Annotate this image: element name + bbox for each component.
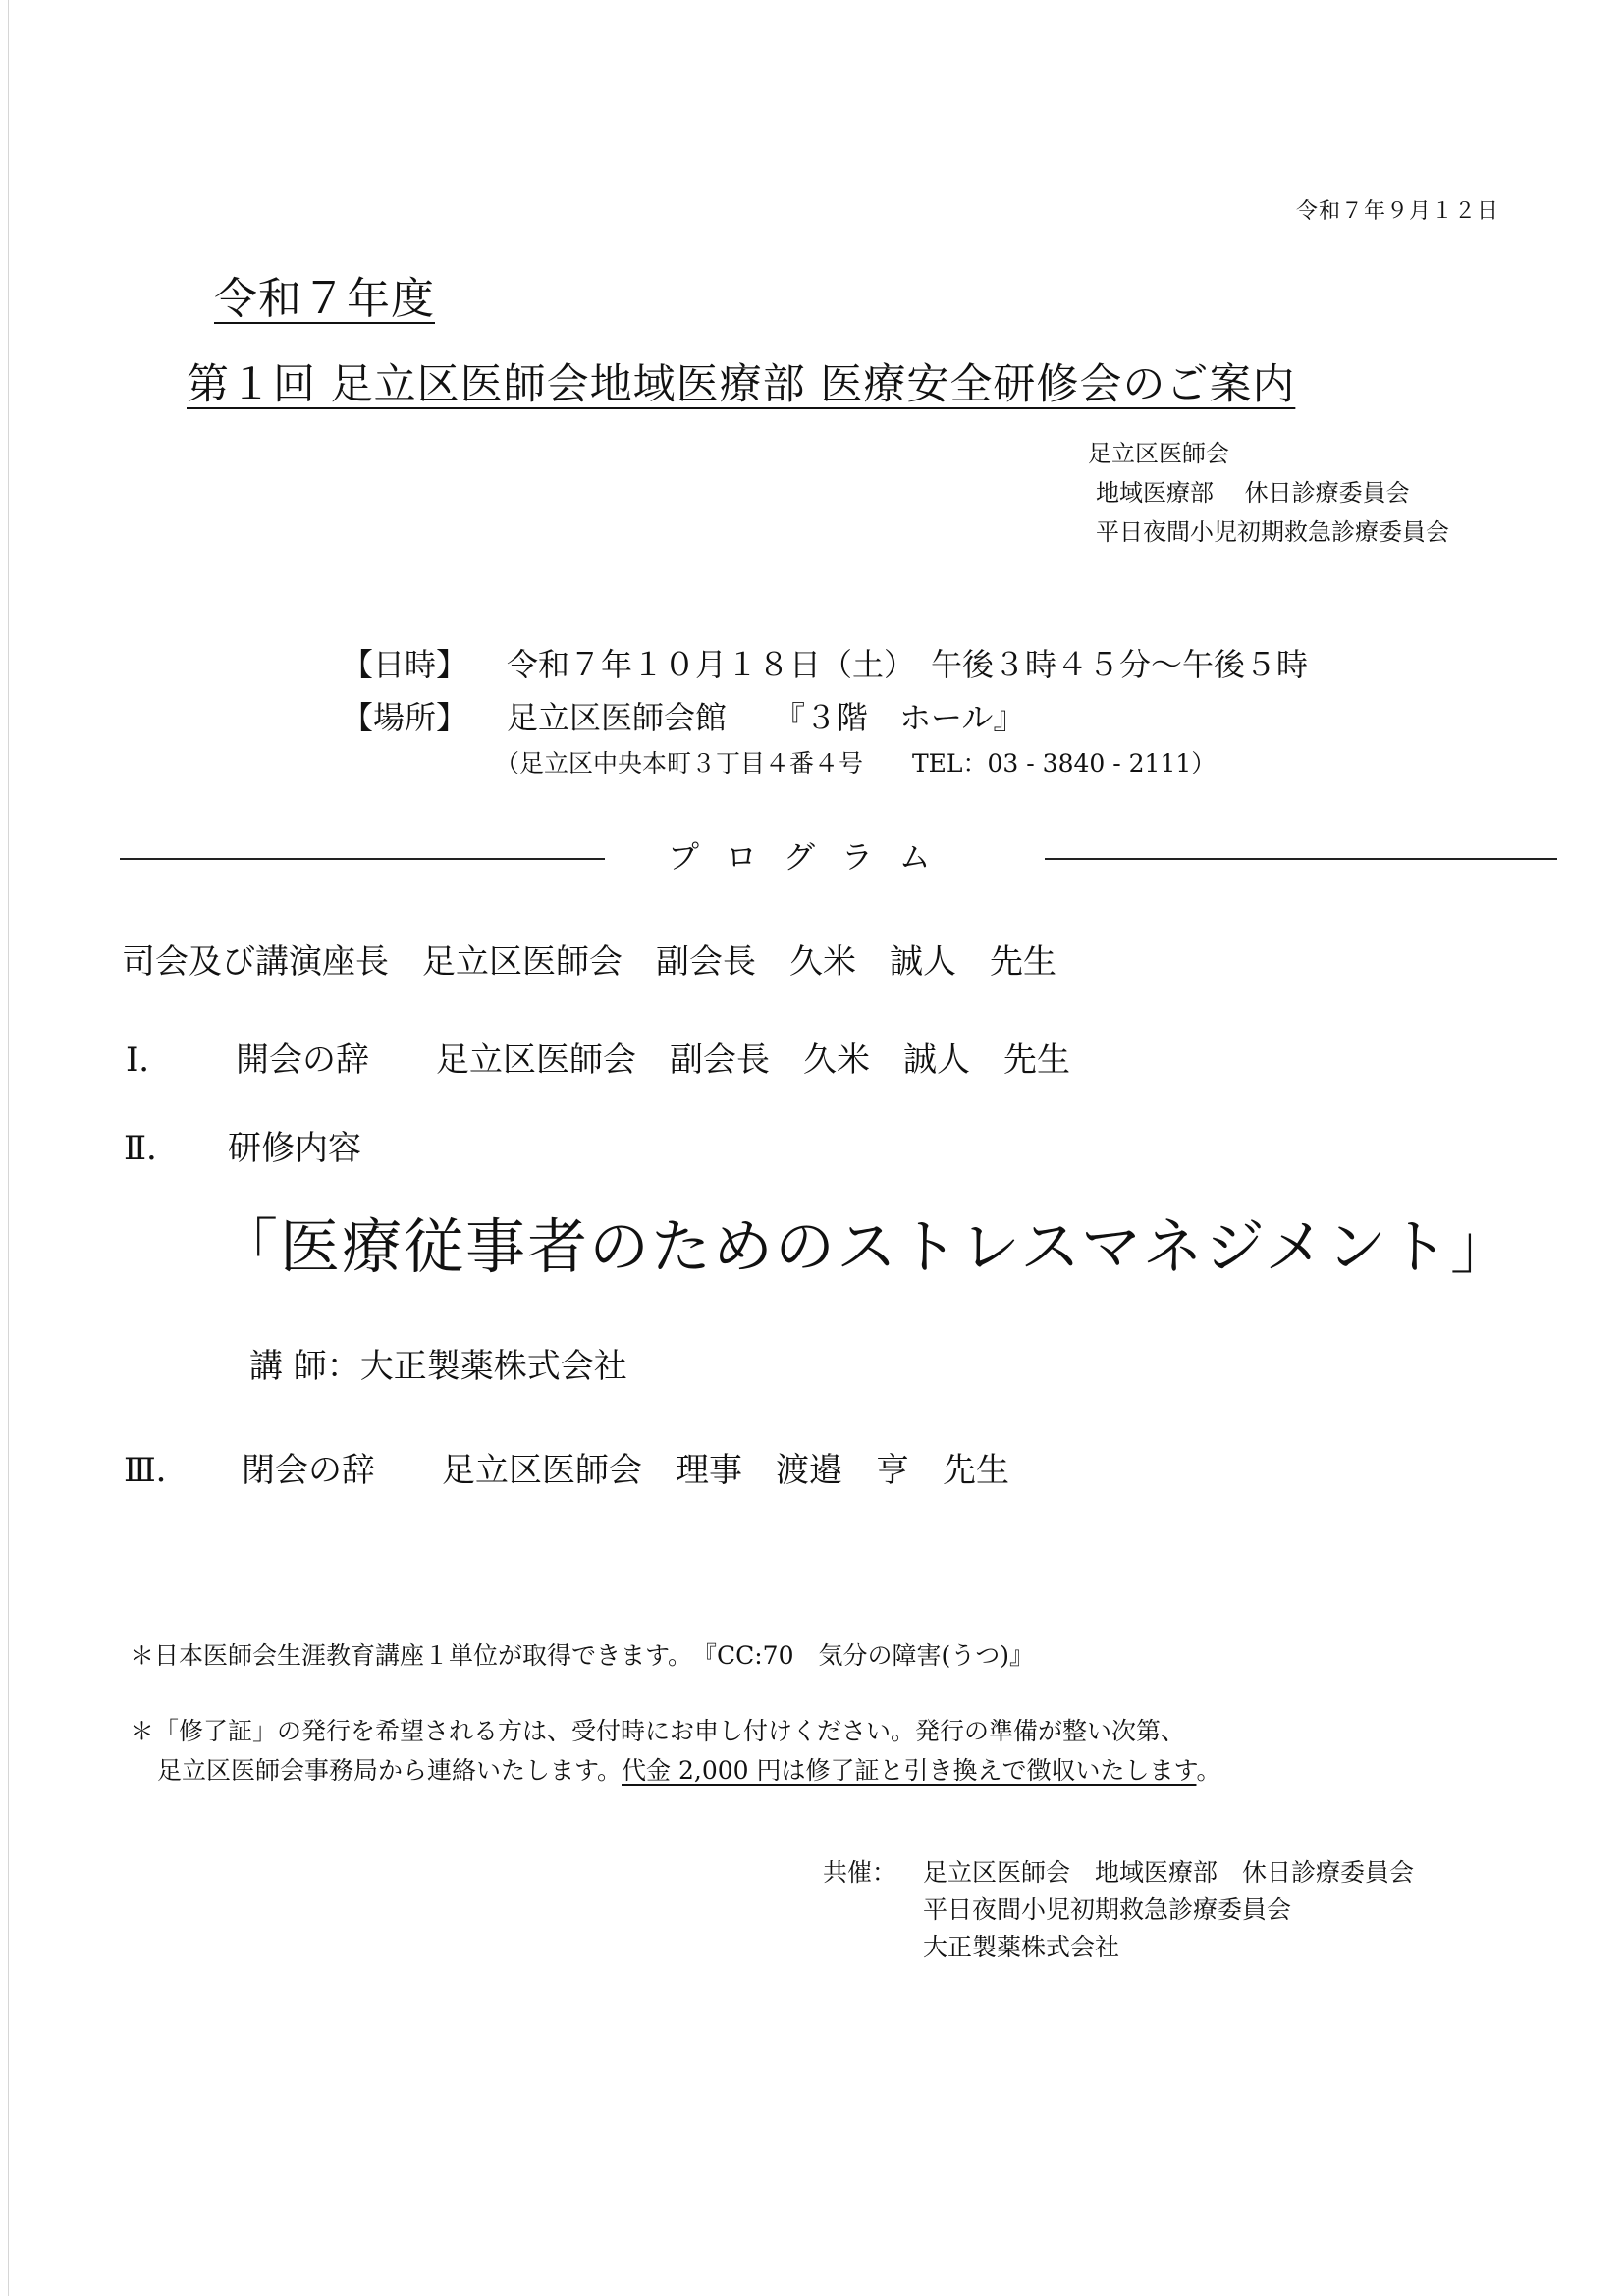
organizer-line-1: 足立区医師会 [1088,440,1229,467]
cosponsor-line-1: 足立区医師会 地域医療部 休日診療委員会 [923,1858,1415,1887]
note-certificate-fee: 代金 2,000 円は修了証と引き換えで徴収いたします [622,1756,1197,1785]
item-3-text: 閉会の辞 足立区医師会 理事 渡邉 亨 先生 [242,1451,1009,1490]
place-label: 【場所】 [342,699,468,736]
item-3-number: Ⅲ． [124,1451,189,1490]
cosponsor-line-3: 大正製薬株式会社 [923,1933,1120,1961]
item-1-number: Ⅰ． [126,1041,173,1080]
page-title: 第１回 足立区医師会地域医療部 医療安全研修会のご案内 [187,360,1296,409]
lecture-title: 「医療従事者のためのストレスマネジメント」 [218,1212,1513,1282]
program-divider-right [1045,858,1557,860]
note-certificate-line-2 [157,1751,1221,1787]
note-certificate-period: 。 [1196,1756,1221,1785]
note-certificate-line-1: ＊「修了証」の発行を希望される方は、受付時にお申し付けください。発行の準備が整い次第、 [130,1717,1186,1745]
scan-edge-line [8,0,9,2296]
program-divider-left [120,858,605,860]
organizer-line-2: 地域医療部 休日診療委員会 [1096,479,1410,507]
item-2-number: Ⅱ． [124,1129,181,1168]
place-value: 足立区医師会館 『３階 ホール』 [507,699,1025,736]
title-year: 令和７年度 [214,274,435,324]
note-cme-credit: ＊日本医師会生涯教育講座１単位が取得できます。 『CC:70 気分の障害(うつ)』 [130,1641,1035,1670]
cosponsor-line-2: 平日夜間小児初期救急診療委員会 [923,1896,1292,1924]
datetime-label: 【日時】 [342,646,468,683]
datetime-value: 令和７年１０月１８日（土） 午後３時４５分～午後５時 [507,646,1309,683]
item-1-text: 開会の辞 足立区医師会 副会長 久米 誠人 先生 [236,1041,1070,1080]
item-2-text: 研修内容 [228,1129,361,1168]
chair-line: 司会及び講演座長 足立区医師会 副会長 久米 誠人 先生 [122,942,1056,982]
program-heading: プログラム [668,838,957,876]
organizer-line-3: 平日夜間小児初期救急診療委員会 [1096,518,1449,546]
venue-address: （足立区中央本町３丁目４番４号 TEL：03 - 3840 - 2111） [495,749,1217,777]
lecturer-line: 講 師：大正製薬株式会社 [249,1347,627,1386]
note-certificate-contact: 足立区医師会事務局から連絡いたします。 [157,1756,623,1785]
issue-date: 令和７年９月１２日 [1296,199,1500,224]
cosponsor-label: 共催： [823,1858,897,1887]
